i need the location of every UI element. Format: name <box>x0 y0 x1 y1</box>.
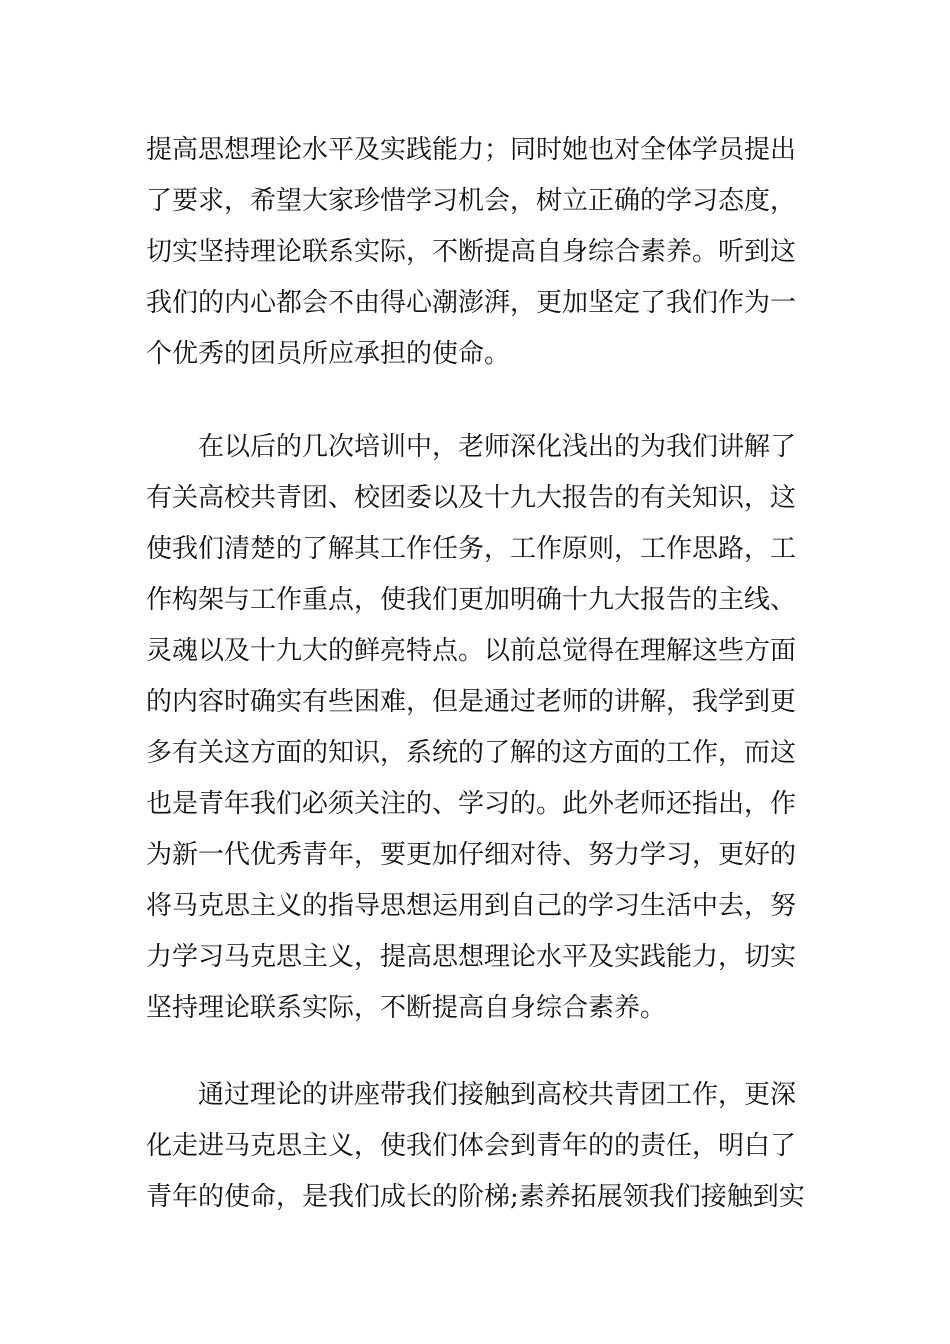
paragraph-line: 使我们清楚的了解其工作任务，工作原则，工作思路，工 <box>146 534 797 564</box>
paragraph-1 <box>146 125 816 380</box>
paragraph-line: 灵魂以及十九大的鲜亮特点。以前总觉得在理解这些方面 <box>146 636 797 666</box>
paragraph-line: 坚持理论联系实际，不断提高自身综合素养。 <box>146 993 667 1023</box>
paragraph-first-line: 在以后的几次培训中，老师深化浅出的为我们讲解了 <box>198 432 797 462</box>
paragraph-line: 个优秀的团员所应承担的使命。 <box>146 339 511 369</box>
paragraph-line: 将马克思主义的指导思想运用到自己的学习生活中去，努 <box>146 891 797 921</box>
paragraph-line: 青年的使命，是我们成长的阶梯;素养拓展领我们接触到实 <box>146 1182 805 1212</box>
paragraph-line: 我们的内心都会不由得心潮澎湃，更加坚定了我们作为一 <box>146 288 797 318</box>
paragraph-line: 化走进马克思主义，使我们体会到青年的的责任，明白了 <box>146 1131 797 1161</box>
paragraph-line: 作构架与工作重点，使我们更加明确十九大报告的主线、 <box>146 585 797 615</box>
paragraph-line: 的内容时确实有些困难，但是通过老师的讲解，我学到更 <box>146 687 797 717</box>
paragraph-line: 切实坚持理论联系实际，不断提高自身综合素养。听到这 <box>146 237 797 267</box>
paragraph-line: 为新一代优秀青年，要更加仔细对待、努力学习，更好的 <box>146 840 797 870</box>
paragraph-line: 了要求，希望大家珍惜学习机会，树立正确的学习态度， <box>146 186 797 216</box>
paragraph-line: 提高思想理论水平及实践能力；同时她也对全体学员提出 <box>146 135 797 165</box>
paragraph-2 <box>146 422 816 1034</box>
paragraph-line: 也是青年我们必须关注的、学习的。此外老师还指出，作 <box>146 789 797 819</box>
paragraph-first-line: 通过理论的讲座带我们接触到高校共青团工作，更深 <box>198 1080 797 1110</box>
paragraph-line: 力学习马克思主义，提高思想理论水平及实践能力，切实 <box>146 942 797 972</box>
paragraph-line: 有关高校共青团、校团委以及十九大报告的有关知识，这 <box>146 483 797 513</box>
paragraph-3 <box>146 1070 816 1223</box>
paragraph-line: 多有关这方面的知识，系统的了解的这方面的工作，而这 <box>146 738 797 768</box>
